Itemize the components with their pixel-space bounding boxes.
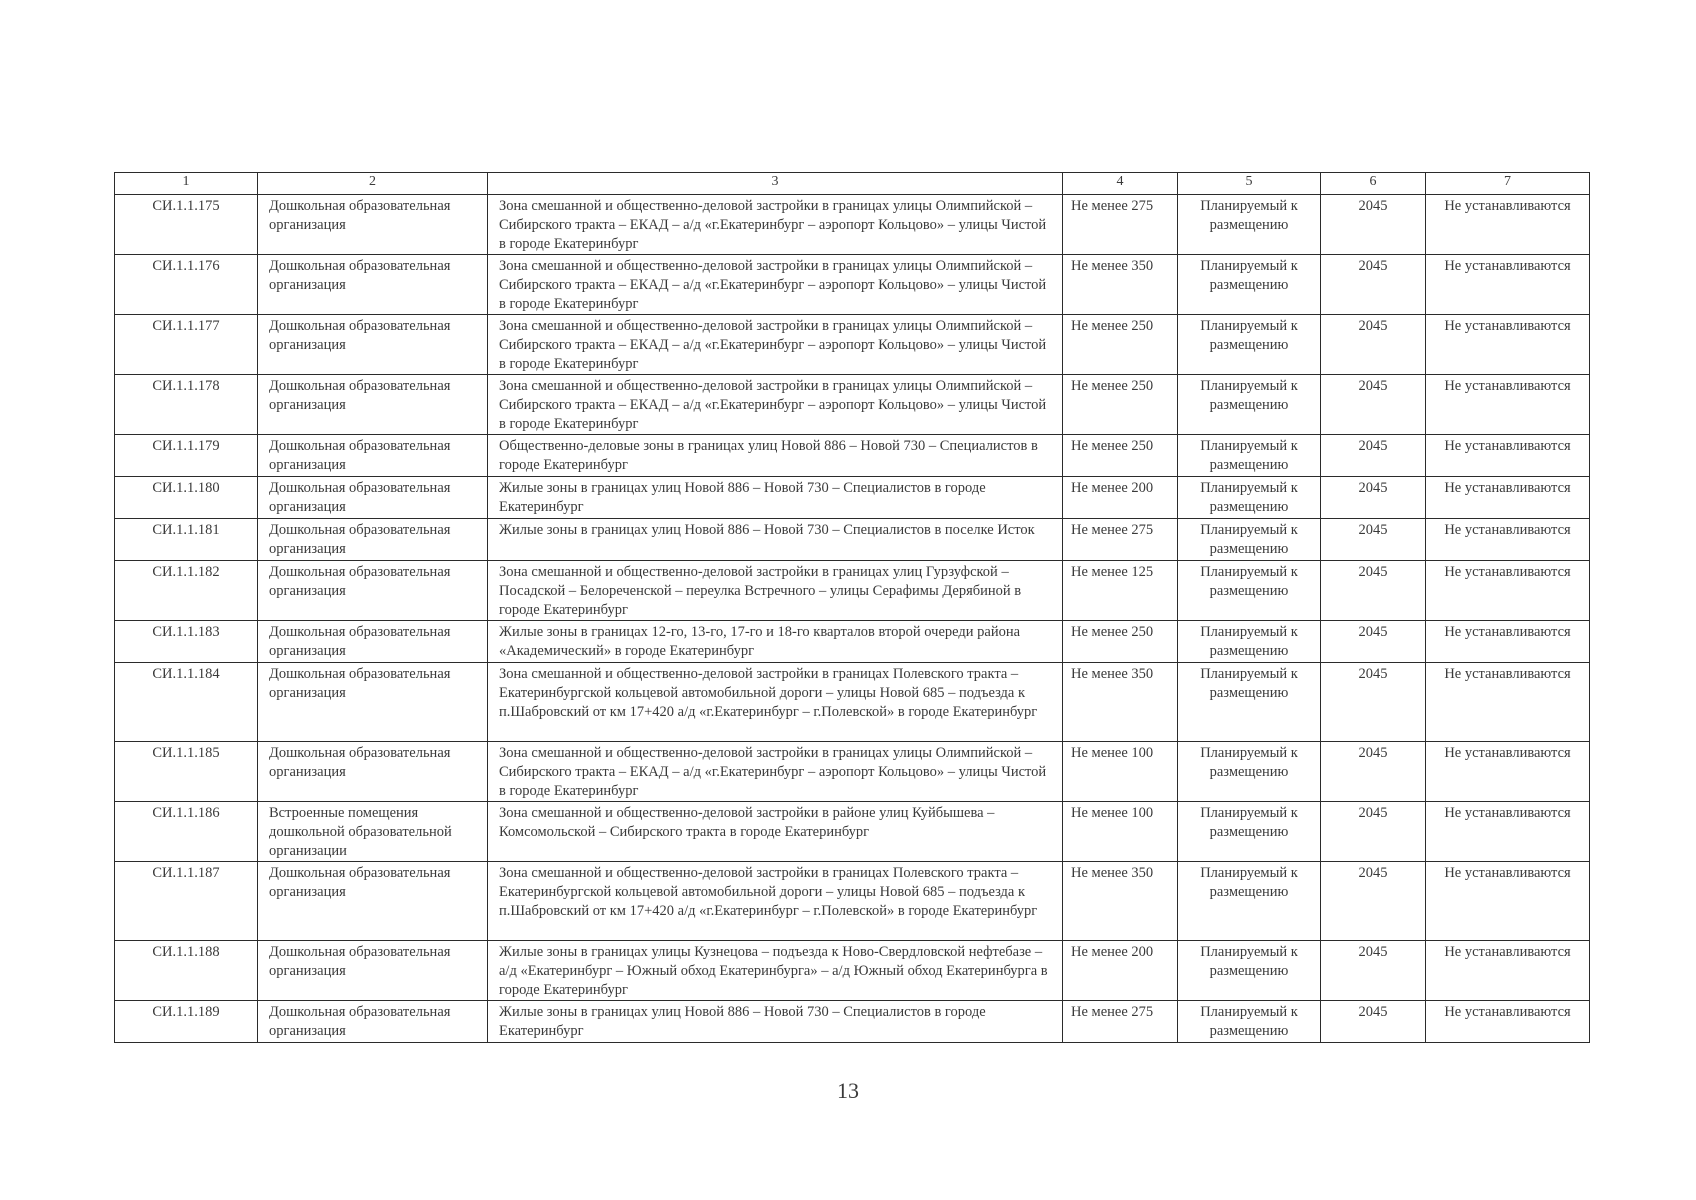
object-status: Планируемый к размещению [1178, 255, 1321, 315]
object-capacity: Не менее 125 [1063, 561, 1178, 621]
object-year: 2045 [1321, 742, 1426, 802]
object-status: Планируемый к размещению [1178, 435, 1321, 477]
object-location: Зона смешанной и общественно-деловой застройки в границах Полевского тракта – Екатеринбургской кольцевой автомобильной дороги – улицы Новой 685 – подъезда к п.Шабровский от км 17+420 а/д «г.Екатеринбург – г.Полевской» в городе Екатеринбург [488, 663, 1063, 742]
object-status: Планируемый к размещению [1178, 375, 1321, 435]
object-status: Планируемый к размещению [1178, 561, 1321, 621]
object-location: Жилые зоны в границах улиц Новой 886 – Новой 730 – Специалистов в городе Екатеринбург [488, 1001, 1063, 1043]
table-row [115, 862, 1590, 941]
object-capacity: Не менее 100 [1063, 802, 1178, 862]
object-year: 2045 [1321, 315, 1426, 375]
table-row [115, 941, 1590, 1001]
object-id: СИ.1.1.181 [115, 519, 258, 561]
column-number: 5 [1178, 173, 1321, 195]
object-name: Дошкольная образовательная организация [258, 255, 488, 315]
object-name: Дошкольная образовательная организация [258, 315, 488, 375]
column-number: 7 [1426, 173, 1590, 195]
object-status: Планируемый к размещению [1178, 1001, 1321, 1043]
table-row [115, 1001, 1590, 1043]
object-name: Дошкольная образовательная организация [258, 375, 488, 435]
object-zones: Не устанавливаются [1426, 375, 1590, 435]
object-id: СИ.1.1.177 [115, 315, 258, 375]
object-location: Жилые зоны в границах улиц Новой 886 – Новой 730 – Специалистов в поселке Исток [488, 519, 1063, 561]
object-location: Зона смешанной и общественно-деловой застройки в районе улиц Куйбышева – Комсомольской – Сибирского тракта в городе Екатеринбург [488, 802, 1063, 862]
object-year: 2045 [1321, 375, 1426, 435]
column-number: 6 [1321, 173, 1426, 195]
object-capacity: Не менее 250 [1063, 435, 1178, 477]
object-zones: Не устанавливаются [1426, 315, 1590, 375]
object-location: Зона смешанной и общественно-деловой застройки в границах улиц Гурзуфской – Посадской – Белореченской – переулка Встречного – улицы Серафимы Дерябиной в городе Екатеринбург [488, 561, 1063, 621]
object-name: Дошкольная образовательная организация [258, 1001, 488, 1043]
column-number-row [115, 173, 1590, 195]
object-zones: Не устанавливаются [1426, 862, 1590, 941]
object-year: 2045 [1321, 663, 1426, 742]
table-row [115, 477, 1590, 519]
table-row [115, 315, 1590, 375]
object-id: СИ.1.1.178 [115, 375, 258, 435]
object-status: Планируемый к размещению [1178, 862, 1321, 941]
object-zones: Не устанавливаются [1426, 802, 1590, 862]
object-year: 2045 [1321, 255, 1426, 315]
page-number: 13 [837, 1078, 859, 1103]
object-capacity: Не менее 250 [1063, 315, 1178, 375]
object-id: СИ.1.1.188 [115, 941, 258, 1001]
object-status: Планируемый к размещению [1178, 519, 1321, 561]
object-name: Дошкольная образовательная организация [258, 519, 488, 561]
object-year: 2045 [1321, 561, 1426, 621]
object-name: Дошкольная образовательная организация [258, 663, 488, 742]
object-year: 2045 [1321, 477, 1426, 519]
table-row [115, 195, 1590, 255]
object-location: Жилые зоны в границах улиц Новой 886 – Новой 730 – Специалистов в городе Екатеринбург [488, 477, 1063, 519]
object-year: 2045 [1321, 195, 1426, 255]
column-number: 4 [1063, 173, 1178, 195]
object-location: Зона смешанной и общественно-деловой застройки в границах Полевского тракта – Екатеринбургской кольцевой автомобильной дороги – улицы Новой 685 – подъезда к п.Шабровский от км 17+420 а/д «г.Екатеринбург – г.Полевской» в городе Екатеринбург [488, 862, 1063, 941]
object-id: СИ.1.1.180 [115, 477, 258, 519]
object-location: Жилые зоны в границах 12-го, 13-го, 17-го и 18-го кварталов второй очереди района «Академический» в городе Екатеринбург [488, 621, 1063, 663]
object-location: Зона смешанной и общественно-деловой застройки в границах улицы Олимпийской – Сибирского тракта – ЕКАД – а/д «г.Екатеринбург – аэропорт Кольцово» – улицы Чистой в городе Екатеринбург [488, 195, 1063, 255]
object-name: Дошкольная образовательная организация [258, 195, 488, 255]
table-row [115, 802, 1590, 862]
object-status: Планируемый к размещению [1178, 621, 1321, 663]
object-id: СИ.1.1.189 [115, 1001, 258, 1043]
object-id: СИ.1.1.182 [115, 561, 258, 621]
object-id: СИ.1.1.184 [115, 663, 258, 742]
object-status: Планируемый к размещению [1178, 195, 1321, 255]
object-zones: Не устанавливаются [1426, 1001, 1590, 1043]
table-row [115, 435, 1590, 477]
object-capacity: Не менее 275 [1063, 519, 1178, 561]
object-id: СИ.1.1.183 [115, 621, 258, 663]
object-name: Дошкольная образовательная организация [258, 862, 488, 941]
table-row [115, 375, 1590, 435]
object-year: 2045 [1321, 435, 1426, 477]
object-name: Встроенные помещения дошкольной образовательной организации [258, 802, 488, 862]
object-capacity: Не менее 275 [1063, 195, 1178, 255]
object-location: Общественно-деловые зоны в границах улиц Новой 886 – Новой 730 – Специалистов в городе Екатеринбург [488, 435, 1063, 477]
object-id: СИ.1.1.185 [115, 742, 258, 802]
object-capacity: Не менее 350 [1063, 663, 1178, 742]
object-year: 2045 [1321, 519, 1426, 561]
object-zones: Не устанавливаются [1426, 663, 1590, 742]
object-year: 2045 [1321, 1001, 1426, 1043]
object-status: Планируемый к размещению [1178, 663, 1321, 742]
object-name: Дошкольная образовательная организация [258, 941, 488, 1001]
object-capacity: Не менее 200 [1063, 477, 1178, 519]
table-row [115, 255, 1590, 315]
object-year: 2045 [1321, 621, 1426, 663]
object-status: Планируемый к размещению [1178, 802, 1321, 862]
column-number: 2 [258, 173, 488, 195]
object-id: СИ.1.1.186 [115, 802, 258, 862]
object-zones: Не устанавливаются [1426, 519, 1590, 561]
object-name: Дошкольная образовательная организация [258, 435, 488, 477]
object-location: Жилые зоны в границах улицы Кузнецова – подъезда к Ново-Свердловской нефтебазе – а/д «Екатеринбург – Южный обход Екатеринбурга» – а/д Южный обход Екатеринбурга в городе Екатеринбург [488, 941, 1063, 1001]
object-name: Дошкольная образовательная организация [258, 477, 488, 519]
object-capacity: Не менее 275 [1063, 1001, 1178, 1043]
column-number: 1 [115, 173, 258, 195]
object-location: Зона смешанной и общественно-деловой застройки в границах улицы Олимпийской – Сибирского тракта – ЕКАД – а/д «г.Екатеринбург – аэропорт Кольцово» – улицы Чистой в городе Екатеринбург [488, 742, 1063, 802]
object-status: Планируемый к размещению [1178, 477, 1321, 519]
object-location: Зона смешанной и общественно-деловой застройки в границах улицы Олимпийской – Сибирского тракта – ЕКАД – а/д «г.Екатеринбург – аэропорт Кольцово» – улицы Чистой в городе Екатеринбург [488, 255, 1063, 315]
object-id: СИ.1.1.175 [115, 195, 258, 255]
object-capacity: Не менее 250 [1063, 375, 1178, 435]
object-zones: Не устанавливаются [1426, 435, 1590, 477]
object-id: СИ.1.1.176 [115, 255, 258, 315]
object-capacity: Не менее 350 [1063, 862, 1178, 941]
object-id: СИ.1.1.187 [115, 862, 258, 941]
object-year: 2045 [1321, 802, 1426, 862]
object-status: Планируемый к размещению [1178, 742, 1321, 802]
table-row [115, 519, 1590, 561]
object-name: Дошкольная образовательная организация [258, 561, 488, 621]
object-zones: Не устанавливаются [1426, 941, 1590, 1001]
object-capacity: Не менее 100 [1063, 742, 1178, 802]
object-status: Планируемый к размещению [1178, 941, 1321, 1001]
object-name: Дошкольная образовательная организация [258, 621, 488, 663]
object-capacity: Не менее 350 [1063, 255, 1178, 315]
object-location: Зона смешанной и общественно-деловой застройки в границах улицы Олимпийской – Сибирского тракта – ЕКАД – а/д «г.Екатеринбург – аэропорт Кольцово» – улицы Чистой в городе Екатеринбург [488, 315, 1063, 375]
object-zones: Не устанавливаются [1426, 477, 1590, 519]
object-zones: Не устанавливаются [1426, 742, 1590, 802]
object-name: Дошкольная образовательная организация [258, 742, 488, 802]
object-zones: Не устанавливаются [1426, 255, 1590, 315]
object-status: Планируемый к размещению [1178, 315, 1321, 375]
object-zones: Не устанавливаются [1426, 195, 1590, 255]
object-location: Зона смешанной и общественно-деловой застройки в границах улицы Олимпийской – Сибирского тракта – ЕКАД – а/д «г.Екатеринбург – аэропорт Кольцово» – улицы Чистой в городе Екатеринбург [488, 375, 1063, 435]
objects-table [114, 172, 1590, 1043]
object-id: СИ.1.1.179 [115, 435, 258, 477]
object-year: 2045 [1321, 862, 1426, 941]
object-year: 2045 [1321, 941, 1426, 1001]
object-zones: Не устанавливаются [1426, 621, 1590, 663]
object-capacity: Не менее 250 [1063, 621, 1178, 663]
table-row [115, 561, 1590, 621]
table-row [115, 621, 1590, 663]
object-capacity: Не менее 200 [1063, 941, 1178, 1001]
column-number: 3 [488, 173, 1063, 195]
object-zones: Не устанавливаются [1426, 561, 1590, 621]
table-row [115, 663, 1590, 742]
table-row [115, 742, 1590, 802]
